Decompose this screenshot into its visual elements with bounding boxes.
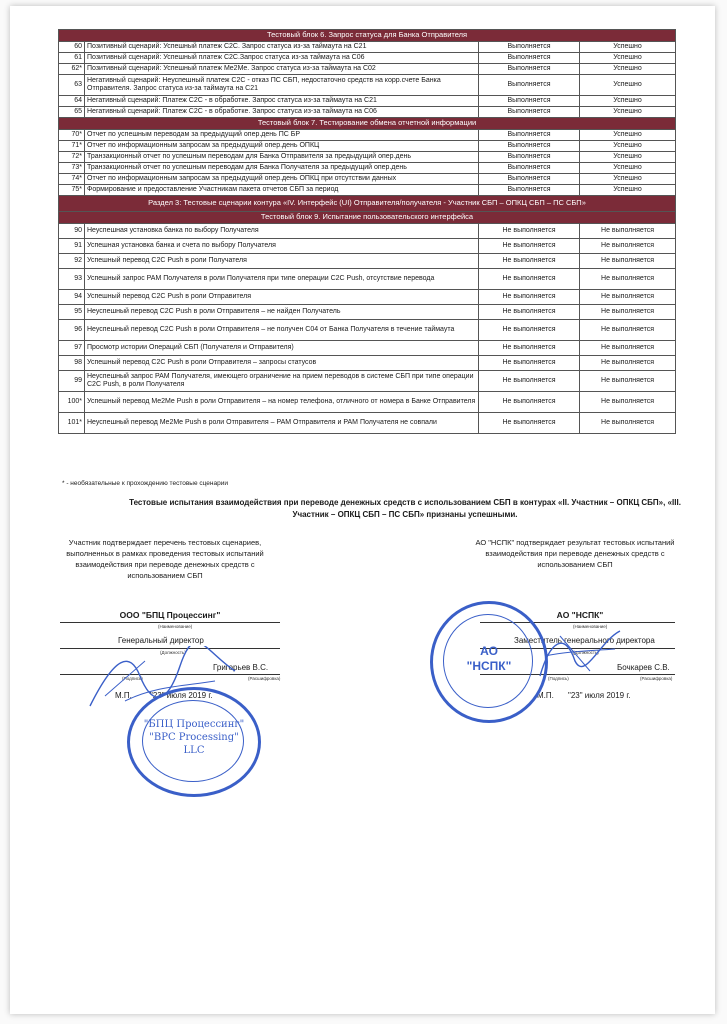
stamp-left-line2: "BPC Processing" <box>149 732 239 743</box>
scenario-result: Успешно <box>580 53 676 64</box>
scenario-result: Не выполняется <box>580 392 676 413</box>
document-page <box>10 6 715 1014</box>
scenario-status: Не выполняется <box>479 371 580 392</box>
row-number: 63 <box>59 75 85 96</box>
scenario-name: Позитивный сценарий: Успешный платеж C2C.Запрос статуса из-за таймаута на C06 <box>85 53 479 64</box>
scenario-result: Не выполняется <box>580 305 676 320</box>
table-row <box>59 371 676 392</box>
table-row <box>59 96 676 107</box>
table-row <box>59 341 676 356</box>
table-row <box>59 42 676 53</box>
row-number: 98 <box>59 356 85 371</box>
row-number: 75* <box>59 185 85 196</box>
scenario-status: Не выполняется <box>479 254 580 269</box>
scenario-name: Успешный перевод C2C Push в роли Получателя <box>85 254 479 269</box>
scenario-status: Выполняется <box>479 163 580 174</box>
row-number: 93 <box>59 269 85 290</box>
row-number: 74* <box>59 174 85 185</box>
participant-position: Генеральный директор <box>118 636 204 645</box>
scenario-result: Успешно <box>580 75 676 96</box>
scenario-result: Не выполняется <box>580 269 676 290</box>
mp-label-left: М.П. <box>115 691 132 700</box>
scenario-result: Успешно <box>580 174 676 185</box>
participant-confirmation: Участник подтверждает перечень тестовых сценариев, выполненных в рамках проведения тестовых испытаний взаимодействия при переводе денежных средств с использованием СБП <box>66 538 264 580</box>
nspk-org-name: АО "НСПК" <box>556 610 604 620</box>
nspk-stamp <box>430 601 548 723</box>
row-number: 91 <box>59 239 85 254</box>
block-header: Тестовый блок 7. Тестирование обмена отчетной информации <box>59 118 676 130</box>
block-header-row <box>59 212 676 224</box>
scenario-result: Успешно <box>580 107 676 118</box>
stamp-right-line2: "НСПК" <box>466 659 512 673</box>
scenario-name: Неуспешный перевод C2C Push в роли Отправителя – не найден Получатель <box>85 305 479 320</box>
scenario-result: Успешно <box>580 152 676 163</box>
scenario-status: Выполняется <box>479 96 580 107</box>
table-row <box>59 224 676 239</box>
scenario-name: Позитивный сценарий: Успешный платеж C2C. Запрос статуса из-за таймаута на C21 <box>85 42 479 53</box>
scenario-result: Не выполняется <box>580 239 676 254</box>
block-header-row <box>59 118 676 130</box>
block-header-row <box>59 196 676 212</box>
scenario-result: Успешно <box>580 96 676 107</box>
row-number: 96 <box>59 320 85 341</box>
block-header: Тестовый блок 6. Запрос статуса для Банка Отправителя <box>59 30 676 42</box>
stamp-left-line1: "БПЦ Процессинг" <box>143 719 245 730</box>
scenario-status: Выполняется <box>479 64 580 75</box>
scenario-result: Успешно <box>580 185 676 196</box>
name-caption-left: (Расшифровка) <box>248 676 281 681</box>
scenario-name: Транзакционный отчет по успешным переводам для Банка Отправителя за предыдущий опер.день <box>85 152 479 163</box>
row-number: 70* <box>59 130 85 141</box>
nspk-signer-name: Бочкарев С.В. <box>617 663 670 672</box>
stamp-left-line3: LLC <box>183 745 205 756</box>
signature-caption-left: (Подпись) <box>122 676 143 681</box>
scenario-status: Не выполняется <box>479 239 580 254</box>
table-row <box>59 163 676 174</box>
scenario-status: Выполняется <box>479 75 580 96</box>
scenario-result: Не выполняется <box>580 254 676 269</box>
scenario-name: Отчет по информационным запросам за предыдущий опер.день ОПКЦ при отсутствии данных <box>85 174 479 185</box>
row-number: 101* <box>59 413 85 434</box>
name-caption-right: (Расшифровка) <box>640 676 673 681</box>
scenario-status: Не выполняется <box>479 320 580 341</box>
table-row <box>59 174 676 185</box>
scenario-result: Успешно <box>580 163 676 174</box>
scenario-result: Не выполняется <box>580 341 676 356</box>
mp-label-right: М.П. <box>537 691 554 700</box>
scenario-result: Успешно <box>580 42 676 53</box>
scenario-status: Выполняется <box>479 141 580 152</box>
scenario-result: Успешно <box>580 141 676 152</box>
block-header-row <box>59 30 676 42</box>
date-left: "23" июля 2019 г. <box>150 691 213 700</box>
scenario-status: Не выполняется <box>479 356 580 371</box>
row-number: 100* <box>59 392 85 413</box>
scenario-status: Не выполняется <box>479 290 580 305</box>
table-row <box>59 53 676 64</box>
scenario-name: Отчет по информационным запросам за предыдущий опер.день ОПКЦ <box>85 141 479 152</box>
scenario-status: Выполняется <box>479 42 580 53</box>
row-number: 72* <box>59 152 85 163</box>
scenario-name: Неуспешный перевод Me2Me Push в роли Отправителя – PAM Отправителя и PAM Получателя не совпали <box>85 413 479 434</box>
block-header: Тестовый блок 9. Испытание пользовательского интерфейса <box>59 212 676 224</box>
row-number: 65 <box>59 107 85 118</box>
table-row <box>59 130 676 141</box>
scenario-name: Негативный сценарий: Платеж C2C - в обработке. Запрос статуса из-за таймаута на C06 <box>85 107 479 118</box>
signature-caption-right: (Подпись) <box>548 676 569 681</box>
scenario-status: Не выполняется <box>479 413 580 434</box>
scenario-name: Негативный сценарий: Платеж C2C - в обработке. Запрос статуса из-за таймаута на C21 <box>85 96 479 107</box>
scenario-name: Успешный запрос PAM Получателя в роли Получателя при типе операции C2C Push, отсутствие перевода <box>85 269 479 290</box>
participant-stamp <box>127 687 261 797</box>
scenario-result: Не выполняется <box>580 413 676 434</box>
scenario-name: Позитивный сценарий: Успешный платеж Me2Me. Запрос статуса из-за таймаута на C02 <box>85 64 479 75</box>
row-number: 64 <box>59 96 85 107</box>
scenario-name: Неуспешная установка банка по выбору Получателя <box>85 224 479 239</box>
scenario-name: Транзакционный отчет по успешным переводам для Банка Получателя за предыдущий опер.день <box>85 163 479 174</box>
block-header: Раздел 3: Тестовые сценарии контура «IV. Интерфейс (UI) Отправителя/получателя - Участник СБП – ОПКЦ СБП – ПС СБП» <box>59 196 676 212</box>
org-caption-left: (Наименование) <box>158 624 193 629</box>
scenario-name: Успешный перевод C2C Push в роли Отправителя – запросы статусов <box>85 356 479 371</box>
row-number: 62* <box>59 64 85 75</box>
row-number: 60 <box>59 42 85 53</box>
nspk-confirmation: АО "НСПК" подтверждает результат тестовых испытаний взаимодействия при переводе денежных средств с использованием СБП <box>475 538 675 569</box>
scenario-status: Выполняется <box>479 185 580 196</box>
table-row <box>59 305 676 320</box>
org-caption-right: (Наименование) <box>573 624 608 629</box>
scenario-result: Успешно <box>580 64 676 75</box>
scenario-name: Неуспешный перевод C2C Push в роли Отправителя – не получен C04 от Банка Получателя в течение таймаута <box>85 320 479 341</box>
scenario-status: Выполняется <box>479 53 580 64</box>
scenario-name: Успешный перевод Me2Me Push в роли Отправителя – на номер телефона, отличного от номера в Банке Отправителя <box>85 392 479 413</box>
scenario-status: Не выполняется <box>479 341 580 356</box>
org-line-left <box>60 622 280 623</box>
scenario-status: Не выполняется <box>479 269 580 290</box>
table-row <box>59 254 676 269</box>
table-row <box>59 141 676 152</box>
scenario-name: Формирование и предоставление Участникам пакета отчетов СБП за период <box>85 185 479 196</box>
position-caption-left: (Должность) <box>160 650 186 655</box>
participant-org-name: ООО "БПЦ Процессинг" <box>119 610 221 620</box>
scenario-name: Неуспешный запрос PAM Получателя, имеющего ограничение на прием переводов в системе СБП при типе операции C2C Push, в роли Получателя <box>85 371 479 392</box>
row-number: 97 <box>59 341 85 356</box>
table-row <box>59 413 676 434</box>
table-row <box>59 320 676 341</box>
stamp-right-line1: АО <box>480 644 498 658</box>
table-row <box>59 392 676 413</box>
scenario-status: Не выполняется <box>479 392 580 413</box>
position-caption-right: (Должность) <box>573 650 599 655</box>
scenario-status: Выполняется <box>479 152 580 163</box>
table-row <box>59 356 676 371</box>
table-row <box>59 239 676 254</box>
scenario-result: Не выполняется <box>580 356 676 371</box>
nspk-position: Заместитель генерального директора <box>514 636 655 645</box>
scenario-name: Просмотр истории Операций СБП (Получателя и Отправителя) <box>85 341 479 356</box>
scenario-name: Успешный перевод C2C Push в роли Отправителя <box>85 290 479 305</box>
row-number: 73* <box>59 163 85 174</box>
scenario-status: Не выполняется <box>479 224 580 239</box>
table-row <box>59 290 676 305</box>
table-row <box>59 269 676 290</box>
participant-signer-name: Григорьев В.С. <box>213 663 269 672</box>
scenario-result: Не выполняется <box>580 320 676 341</box>
scenario-status: Выполняется <box>479 130 580 141</box>
footnote: * - необязательные к прохождению тестовые сценарии <box>62 480 228 487</box>
row-number: 95 <box>59 305 85 320</box>
scenario-result: Не выполняется <box>580 290 676 305</box>
scenario-result: Успешно <box>580 130 676 141</box>
table-row <box>59 64 676 75</box>
scenario-result: Не выполняется <box>580 224 676 239</box>
table-row <box>59 107 676 118</box>
scenario-status: Выполняется <box>479 107 580 118</box>
row-number: 94 <box>59 290 85 305</box>
row-number: 92 <box>59 254 85 269</box>
scenario-name: Успешная установка банка и счета по выбору Получателя <box>85 239 479 254</box>
scenario-name: Негативный сценарий: Неуспешный платеж C2C - отказ ПС СБП, недостаточно средств на корр.счете Банка Отправителя. Запрос статуса из-за таймаута на C21 <box>85 75 479 96</box>
row-number: 99 <box>59 371 85 392</box>
test-scenarios-table <box>58 29 676 434</box>
scenario-result: Не выполняется <box>580 371 676 392</box>
row-number: 61 <box>59 53 85 64</box>
date-right: "23" июля 2019 г. <box>568 691 631 700</box>
row-number: 71* <box>59 141 85 152</box>
scenario-status: Выполняется <box>479 174 580 185</box>
table-row <box>59 185 676 196</box>
table-row <box>59 152 676 163</box>
scenario-name: Отчет по успешным переводам за предыдущий опер.день ПС БР <box>85 130 479 141</box>
conclusion-text: Тестовые испытания взаимодействия при переводе денежных средств с использованием СБП в контурах «II. Участник – ОПКЦ СБП», «III. Участник – ОПКЦ СБП – ПС СБП» признаны успешными. <box>129 498 681 519</box>
scenario-status: Не выполняется <box>479 305 580 320</box>
table-row <box>59 75 676 96</box>
row-number: 90 <box>59 224 85 239</box>
